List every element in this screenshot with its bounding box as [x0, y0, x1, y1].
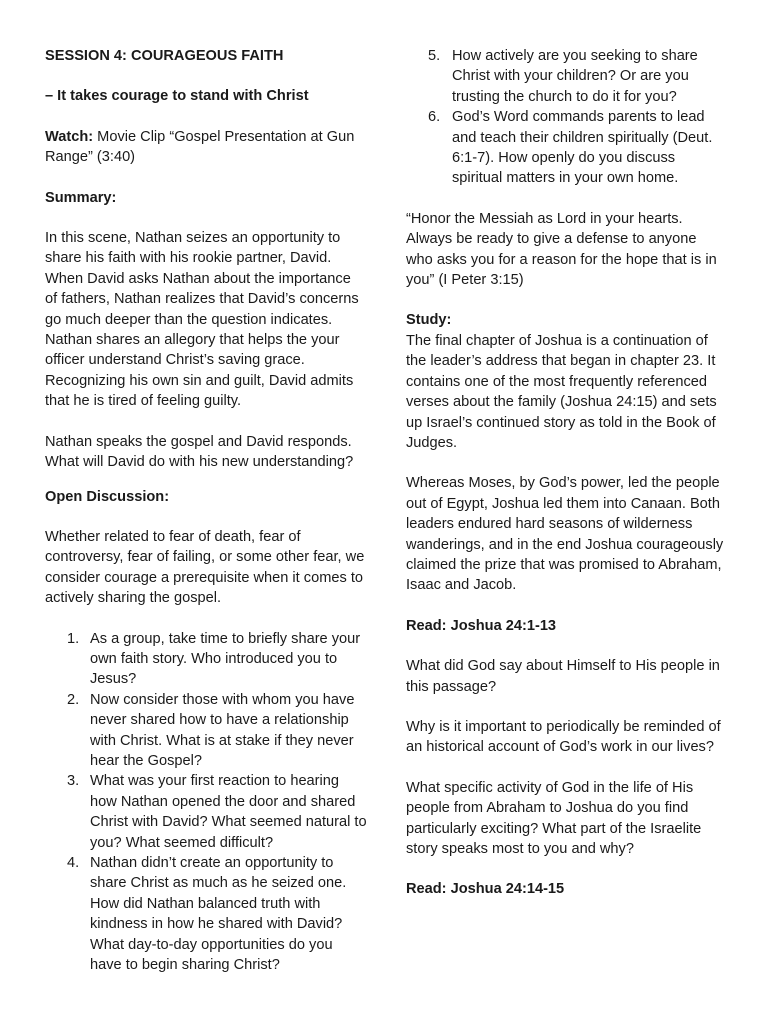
list-text: What was your first reaction to hearing how Nathan opened the door and shared Christ with David? What seemed natural to you? What seemed difficult? [90, 773, 367, 851]
read-heading-1: Read: Joshua 24:1-13 [406, 617, 557, 634]
discussion-questions-list-continued [406, 46, 726, 189]
watch-paragraph [45, 127, 367, 168]
read-question-2: Why is it important to periodically be reminded of an historical account of God’s work in our lives? [406, 718, 721, 756]
read-question-3: What specific activity of God in the life of His people from Abraham to Joshua do you find particularly exciting? What part of the Israelite story speaks most to you and why? [406, 779, 702, 857]
list-text: Nathan didn’t create an opportunity to share Christ as much as he seized one. How did Nathan balanced truth with kindness in how he shared with David? What day-to-day opportunities do you have to begin sharing Christ? [90, 855, 347, 974]
list-item [45, 853, 367, 975]
watch-text: Movie Clip “Gospel Presentation at Gun Range” (3:40) [45, 128, 355, 166]
list-text: God’s Word commands parents to lead and teach their children spiritually (Deut. 6:1-7). How openly do you discuss spiritual matters in your own home. [452, 109, 713, 187]
summary-heading: Summary: [45, 189, 117, 206]
open-discussion-heading: Open Discussion: [45, 488, 170, 505]
list-number: 4. [67, 855, 80, 871]
study-paragraph-2: Whereas Moses, by God’s power, led the people out of Egypt, Joshua led them into Canaan. Both leaders endured hard seasons of wilderness wanderings, and in the end Joshua courageously claimed the prize that was promised to Abraham, Isaac and Jacob. [406, 475, 724, 594]
list-number: 2. [67, 691, 80, 708]
list-text: Now consider those with whom you have never shared how to have a relationship with Christ. What is at stake if they never hear the Gospel? [90, 691, 355, 769]
summary-paragraph-1: In this scene, Nathan seizes an opportunity to share his faith with his rookie partner, David. When David asks Nathan about the importance of fathers, Nathan realizes that David’s concerns go much deeper than the question indicates. Nathan shares an allegory that helps the your officer understand Christ’s saving grace. Recognizing his own sin and guilt, David admits that he is tired of feeling guilty. [45, 230, 359, 410]
scripture-quote: “Honor the Messiah as Lord in your hearts. Always be ready to give a defense to anyone who asks you for a reason for the hope that is in you” (I Peter 3:15) [406, 210, 717, 289]
list-text: As a group, take time to briefly share your own faith story. Who introduced you to Jesus? [90, 630, 361, 688]
read-question-1: What did God say about Himself to His people in this passage? [406, 658, 720, 695]
list-item [45, 690, 367, 772]
list-number: 5. [428, 48, 441, 64]
session-title: SESSION 4: COURAGEOUS FAITH [45, 48, 284, 64]
left-column [45, 46, 367, 975]
list-item [45, 771, 367, 853]
list-item [45, 629, 367, 690]
list-number: 3. [67, 773, 80, 790]
list-text: How actively are you seeking to share Christ with your children? Or are you trusting the church to do it for you? [452, 48, 698, 105]
watch-label: Watch: [45, 128, 94, 145]
list-item [406, 46, 726, 107]
discussion-questions-list [45, 629, 367, 976]
right-column [406, 46, 726, 900]
list-item [406, 107, 726, 189]
list-number: 1. [67, 630, 80, 647]
summary-paragraph-2: Nathan speaks the gospel and David responds. What will David do with his new understanding? [45, 433, 354, 471]
list-number: 6. [428, 109, 441, 126]
study-paragraph-1: The final chapter of Joshua is a continuation of the leader’s address that began in chapter 23. It contains one of the most frequently referenced verses about the family (Joshua 24:15) and sets up Israel’s continued story as told in the Book of Judges. [406, 332, 717, 451]
open-discussion-paragraph: Whether related to fear of death, fear of controversy, fear of failing, or some other fear, we consider courage a prerequisite when it comes to actively sharing the gospel. [45, 528, 365, 607]
session-subtitle: – It takes courage to stand with Christ [45, 88, 309, 105]
study-heading: Study: [406, 312, 452, 329]
read-heading-2: Read: Joshua 24:14-15 [406, 881, 565, 898]
